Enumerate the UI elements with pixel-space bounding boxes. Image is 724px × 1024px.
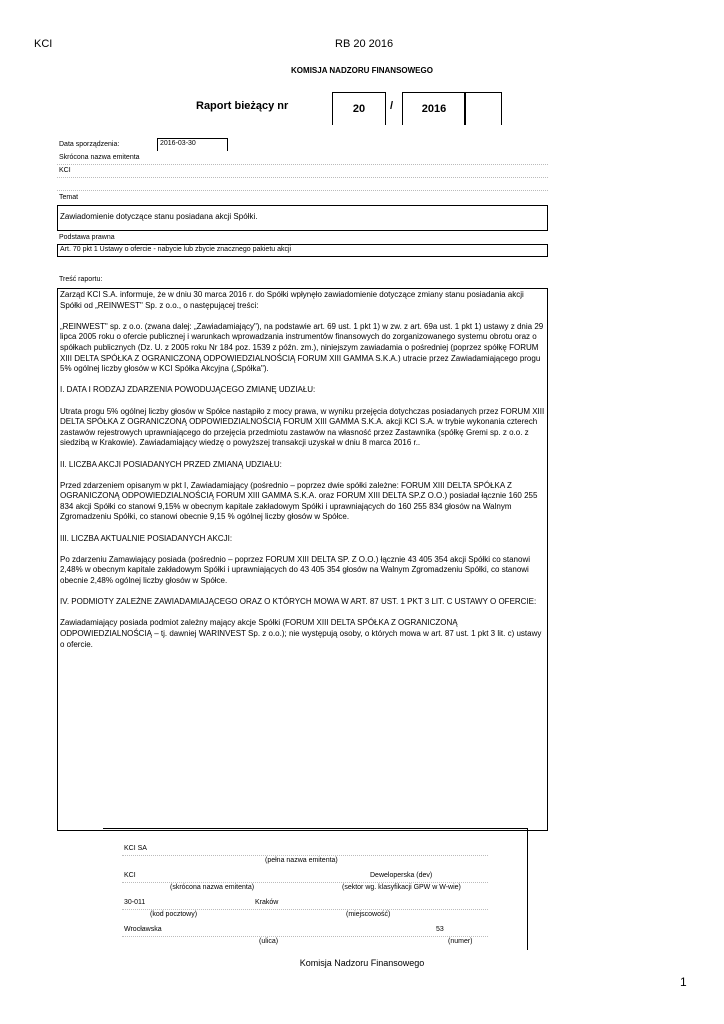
divider	[122, 909, 488, 910]
divider	[122, 855, 488, 856]
issuer-top-line	[103, 828, 527, 829]
issuer-block	[103, 828, 528, 950]
report-extra-box	[464, 92, 502, 125]
report-content: Zarząd KCI S.A. informuje, że w dniu 30 marca 2016 r. do Spółki wpłynęło zawiadomienie dotyczące zmiany stanu posiadania akcji Spółki od „REINWEST" Sp. z o.o., o następującej treści: „REINWEST" sp. z o.o. (zwana dalej: „Zawiadamiający"), na podstawie art. 69 ust. 1 pkt 1) w zw. z art. 69a ust. 1 pkt 1) ustawy z dnia 29 lipca 2005 roku o ofercie publicznej i warunkach wprowadzania instrumentów finansowych do zorganizowanego systemu obrotu oraz o spółkach publicznych (Dz. U. z 2005 roku Nr 184 poz. 1539 z późn. zm.), niniejszym zawiadamia o pośredniej (poprzez spółkę FORUM XIII DELTA SPÓŁKA Z OGRANICZONĄ ODPOWIEDZIALNOŚCIĄ FORUM XIII GAMMA S.K.A.) utracie przez Zawiadamiającego progu 5% ogólnej liczby głosów w KCI Spółka Akcyjna („Spółka"). I. DATA I RODZAJ ZDARZENIA POWODUJĄCEGO ZMIANĘ UDZIAŁU: Utrata progu 5% ogólnej liczby głosów w Spółce nastąpiło z mocy prawa, w wyniku przejęcia dotychczas posiadanych przez FORUM XIII DELTA SPÓŁKA Z OGRANICZONĄ ODPOWIEDZIALNOŚCIĄ FORUM XIII GAMMA S.K.A. akcji KCI S.A. w trybie wykonania czterech zastawów rejestrowych uprawniającego do przejęcia przedmiotu zastawów na własność przez Zastawnika (spółkę Gremi sp. z o.o. z siedzibą w Krakowie). Zawiadamiający wiedzę o powyższej transakcji uzyskał w dniu 8 marca 2016 r.. II. LICZBA AKCJI POSIADANYCH PRZED ZMIANĄ UDZIAŁU: Przed zdarzeniem opisanym w pkt I, Zawiadamiający (pośrednio – poprzez dwie spółki zależne: FORUM XIII DELTA SPÓŁKA Z OGRANICZONĄ ODPOWIEDZIALNOŚCIĄ FORUM XIII GAMMA S.K.A. oraz FORUM XIII DELTA SP.Z O.O.) posiadał łącznie 160 255 834 akcji Spółki co stanowi 9,15% w obecnym kapitale zakładowym Spółki i uprawniających do 160 255 834 głosów na Walnym Zgromadzeniu Spółki, co stanowi obecnie 9,15 % ogólnej liczby głosów w Spółce. III. LICZBA AKTUALNIE POSIADANYCH AKCJI: Po zdarzeniu Zamawiający posiada (pośrednio – poprzez FORUM XIII DELTA SP. Z O.O.) łącznie 43 405 354 akcji Spółki co stanowi 2,48% w obecnym kapitale zakładowym Spółki i uprawniających do 43 405 354 głosów na Walnym Zgromadzeniu Spółki, co stanowi obecnie 2,48% ogólnej liczby głosów w Spółce. IV. PODMIOTY ZALEŻNE ZAWIADAMIAJĄCEGO ORAZ O KTÓRYCH MOWA W ART. 87 UST. 1 PKT 3 LIT. C USTAWY O OFERCIE: Zawiadamiający posiada podmiot zależny mający akcje Spółki (FORUM XIII DELTA SPÓŁKA Z OGRANICZONĄ ODPOWIEDZIALNOŚCIĄ – tj. dawniej WARINVEST Sp. z o.o.); nie występują osoby, o których mowa w art. 87 ust. 1 pkt 3 lit. c) ustawy o ofercie.	[57, 288, 548, 831]
date-label: Data sporządzenia:	[59, 141, 120, 148]
issuer-full-name: KCI SA	[124, 845, 147, 852]
divider	[57, 190, 548, 191]
issuer-street-caption: (ulica)	[259, 938, 279, 945]
issuer-full-name-caption: (pełna nazwa emitenta)	[265, 857, 338, 864]
commission-title: KOMISJA NADZORU FINANSOWEGO	[291, 66, 433, 75]
header-left: KCI	[34, 38, 53, 50]
issuer-city: Kraków	[255, 899, 279, 906]
issuer-short-name: KCI	[124, 872, 136, 879]
issuer-sector: Deweloperska (dev)	[370, 872, 433, 879]
divider	[122, 936, 488, 937]
subject-value: Zawiadomienie dotyczące stanu posiadana akcji Spółki.	[57, 205, 548, 231]
page-number: 1	[680, 975, 687, 989]
legal-basis-label: Podstawa prawna	[59, 234, 115, 241]
short-name-value: KCI	[59, 167, 71, 174]
report-slash: /	[390, 100, 394, 112]
issuer-postal-code-caption: (kod pocztowy)	[150, 911, 198, 918]
issuer-city-caption: (miejscowość)	[346, 911, 391, 918]
report-year-box: 2016	[402, 92, 466, 125]
issuer-number: 53	[436, 926, 444, 933]
report-number-row	[188, 92, 502, 124]
issuer-street: Wrocławska	[124, 926, 162, 933]
content-label: Treść raportu:	[59, 276, 103, 283]
divider	[122, 882, 488, 883]
legal-basis-value: Art. 70 pkt 1 Ustawy o ofercie - nabycie lub zbycie znacznego pakietu akcji	[57, 244, 548, 257]
footer-title: Komisja Nadzoru Finansowego	[299, 958, 425, 968]
divider	[57, 177, 548, 178]
divider	[57, 164, 548, 165]
short-name-label: Skrócona nazwa emitenta	[59, 154, 140, 161]
issuer-sector-caption: (sektor wg. klasyfikacji GPW w W-wie)	[342, 884, 461, 891]
report-label: Raport bieżący nr	[196, 100, 289, 112]
issuer-number-caption: (numer)	[448, 938, 473, 945]
report-number-box: 20	[332, 92, 386, 125]
subject-label: Temat	[59, 194, 79, 201]
issuer-short-name-caption: (skrócona nazwa emitenta)	[170, 884, 255, 891]
header-center: RB 20 2016	[335, 38, 394, 50]
issuer-postal-code: 30-011	[124, 899, 146, 906]
date-value: 2016-03-30	[157, 138, 228, 151]
